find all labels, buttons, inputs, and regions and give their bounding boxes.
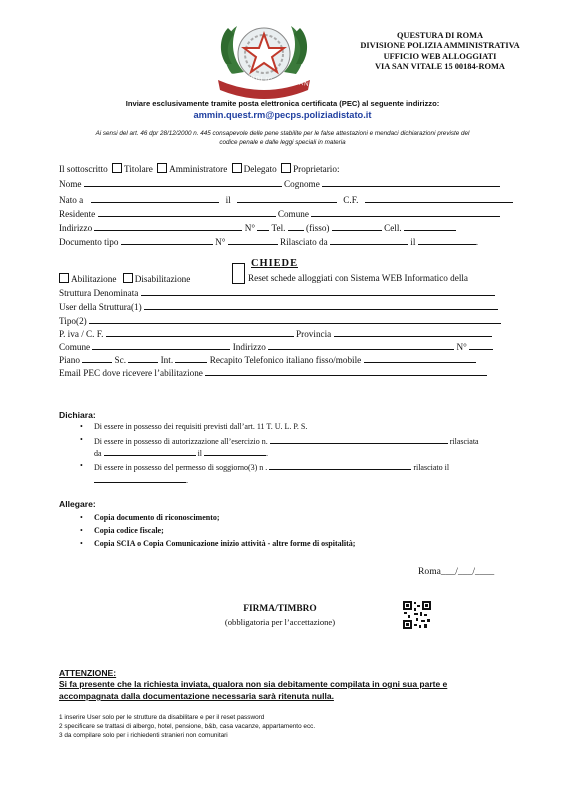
qr-code-icon — [402, 600, 432, 630]
titolare-checkbox[interactable] — [112, 163, 122, 173]
provincia-field[interactable] — [334, 327, 492, 337]
user-row — [59, 300, 498, 312]
cognome-label: Cognome — [284, 179, 320, 189]
struttura-indirizzo-label: Indirizzo — [232, 342, 266, 352]
document-il-label: il — [410, 237, 416, 247]
dichiara-item-1: Di essere in possesso dei requisiti previsti dall’art. 11 T. U. L. P. S. — [94, 422, 308, 431]
dichiara-heading: Dichiara: — [59, 410, 96, 420]
emblem-svg — [212, 14, 316, 100]
attention-title: ATTENZIONE: — [59, 668, 117, 678]
office-line-4: VIA SAN VITALE 15 00184-ROMA — [375, 62, 505, 72]
tel-label: Tel. — [271, 223, 286, 233]
item3-dot: . — [186, 476, 188, 485]
int-label: Int. — [160, 355, 174, 365]
rilasciato-da-label: Rilasciato da — [279, 237, 328, 247]
dichiara-item-2-line2 — [94, 447, 268, 458]
user-field[interactable] — [144, 300, 498, 310]
email-label: Email PEC dove ricevere l’abilitazione — [59, 368, 203, 378]
residente-label: Residente — [59, 209, 96, 219]
cf-field[interactable] — [365, 193, 513, 203]
reset-label: Reset schede alloggiati con Sistema WEB Informatico della — [248, 273, 469, 283]
tipo-label: Tipo(2) — [59, 316, 87, 326]
struttura-number-field[interactable] — [469, 340, 493, 350]
emblem-text: REPUBBLICA ITALIANA — [229, 73, 315, 89]
dichiara-bullet-3: • — [80, 461, 83, 470]
document-number-label: N° — [215, 237, 226, 247]
office-line-2: DIVISIONE POLIZIA AMMINISTRATIVA — [360, 41, 520, 51]
legal-line-2: codice penale e dalle leggi speciali in materia — [219, 139, 346, 146]
pec-address: ammin.quest.rm@pecps.poliziadistato.it — [193, 110, 372, 120]
footnote-1: 1 inserire User solo per le strutture da disabilitare e per il reset password — [59, 714, 265, 721]
piano-row — [59, 353, 476, 365]
allegare-item-3: Copia SCIA o Copia Comunicazione inizio attività - altre forme di ospitalità; — [94, 539, 356, 548]
sc-label: Sc. — [114, 355, 127, 365]
struttura-row — [59, 286, 495, 298]
permesso-number-field[interactable] — [269, 461, 411, 470]
cognome-field[interactable] — [322, 177, 500, 187]
struttura-address-row — [59, 340, 493, 352]
office-line-1: QUESTURA DI ROMA — [396, 31, 484, 40]
residente-field[interactable] — [98, 207, 276, 217]
address-row — [59, 221, 456, 233]
struttura-number-label: N° — [456, 342, 467, 352]
rilasciata-il-label: il — [197, 449, 203, 458]
legal-line-1: Ai sensi del art. 46 dpr 28/12/2000 n. 445 consapevole delle pene stabilite per le false attestazioni e mendaci dichiarazioni previste del — [95, 130, 470, 137]
rilasciata-label: rilasciata — [449, 437, 479, 446]
rilasciato-da-field[interactable] — [330, 235, 408, 245]
fisso-field[interactable] — [332, 221, 382, 231]
document-dot: . — [475, 237, 478, 247]
attention-line-1: Si fa presente che la richiesta inviata, qualora non sia debitamente compilata in ogni sua parte e — [59, 679, 448, 689]
dichiara-bullet-1: • — [80, 422, 83, 431]
residence-row — [59, 207, 500, 219]
allegare-bullet-1: • — [80, 513, 83, 522]
comune-label: Comune — [277, 209, 309, 219]
email-field[interactable] — [205, 366, 487, 376]
disabilitazione-label: Disabilitazione — [134, 274, 191, 284]
fisso-label: (fisso) — [306, 223, 330, 233]
allegare-heading: Allegare: — [59, 499, 96, 509]
footnote-3: 3 da compilare solo per i richiedenti stranieri non comunitari — [59, 732, 228, 739]
proprietario-checkbox[interactable] — [281, 163, 291, 173]
piva-label: P. iva / C. F. — [59, 329, 104, 339]
chiede-heading: CHIEDE — [251, 258, 298, 269]
documento-tipo-field[interactable] — [121, 235, 213, 245]
nato-a-field[interactable] — [91, 193, 219, 203]
permesso-label: Di essere in possesso del permesso di soggiorno(3) n . — [94, 463, 268, 472]
autorizzazione-number-field[interactable] — [270, 435, 448, 444]
abilitazione-label: Abilitazione — [71, 274, 117, 284]
il-label: il — [225, 195, 231, 205]
office-line-3: UFFICIO WEB ALLOGGIATI — [383, 51, 497, 61]
titolare-label: Titolare — [124, 164, 153, 174]
struttura-field[interactable] — [141, 286, 495, 296]
autorizzazione-label: Di essere in possesso di autorizzazione all’esercizio n. — [94, 437, 268, 446]
tipo-row — [59, 314, 501, 326]
emblem-logo — [212, 14, 316, 100]
document-date-field[interactable] — [418, 235, 476, 245]
amministratore-label: Amministratore — [169, 164, 228, 174]
dichiara-item-3-line2 — [94, 474, 188, 485]
sottoscritto-label: Il sottoscritto — [59, 164, 108, 174]
delegato-label: Delegato — [243, 164, 277, 174]
rilasciata-il-field[interactable] — [204, 447, 269, 458]
rilasciata-da-label: da — [94, 449, 102, 458]
allegare-item-1: Copia documento di riconoscimento; — [94, 513, 220, 522]
birth-date-field[interactable] — [237, 193, 337, 203]
struttura-comune-field[interactable] — [92, 340, 230, 350]
sc-field[interactable] — [128, 353, 158, 363]
indirizzo-label: Indirizzo — [59, 223, 93, 233]
nome-label: Nome — [59, 179, 82, 189]
reset-checkbox[interactable] — [232, 263, 245, 284]
item2-dot: . — [266, 449, 269, 458]
signature-subtitle: (obbligatoria per l’accettazione) — [224, 617, 336, 627]
delegato-checkbox[interactable] — [232, 163, 242, 173]
nato-a-label: Nato a — [59, 195, 84, 205]
tipo-field[interactable] — [89, 314, 501, 324]
disabilitazione-checkbox[interactable] — [123, 273, 133, 283]
documento-tipo-label: Documento tipo — [59, 237, 119, 247]
recapito-label: Recapito Telefonico italiano fisso/mobile — [209, 355, 362, 365]
int-field[interactable] — [175, 353, 207, 363]
dichiara-item-3-line1 — [94, 461, 449, 472]
office-header — [330, 31, 550, 73]
allegare-bullet-2: • — [80, 526, 83, 535]
email-row — [59, 366, 487, 378]
dichiara-bullet-2: • — [80, 435, 83, 444]
cell-field[interactable] — [404, 221, 456, 231]
document-number-field[interactable] — [228, 235, 278, 245]
civic-number-field[interactable] — [257, 221, 269, 231]
signature-title: FIRMA/TIMBRO — [243, 604, 317, 614]
rilasciata-da-field[interactable] — [104, 447, 196, 456]
request-type-row — [59, 273, 190, 284]
proprietario-label: Proprietario: — [293, 164, 340, 174]
attention-line-2: accompagnata dalla documentazione necessaria sarà ritenuta nulla. — [59, 691, 334, 701]
piva-field[interactable] — [106, 327, 294, 337]
pec-instruction: Inviare esclusivamente tramite posta elettronica certificata (PEC) al seguente indirizzo: — [125, 99, 440, 108]
piva-row — [59, 327, 492, 339]
amministratore-checkbox[interactable] — [157, 163, 167, 173]
civic-number-label: N° — [244, 223, 256, 233]
nome-field[interactable] — [84, 177, 282, 187]
date-place[interactable]: Roma___/___/____ — [418, 566, 495, 577]
recapito-field[interactable] — [364, 353, 476, 363]
footnote-2: 2 specificare se trattasi di albergo, hotel, pensione, b&b, casa vacanze, appartamento ecc. — [59, 723, 316, 730]
permesso-date-field[interactable] — [94, 474, 186, 483]
allegare-bullet-3: • — [80, 539, 83, 548]
piano-field[interactable] — [82, 353, 112, 363]
tel-field[interactable] — [288, 221, 304, 231]
cell-label: Cell. — [384, 223, 402, 233]
qr-code-svg — [402, 600, 432, 630]
cf-label: C.F. — [343, 195, 359, 205]
permesso-rilasciato-label: rilasciato il — [413, 463, 450, 472]
struttura-indirizzo-field[interactable] — [268, 340, 454, 350]
user-label: User della Struttura(1) — [59, 302, 142, 312]
abilitazione-checkbox[interactable] — [59, 273, 69, 283]
dichiara-item-2-line1 — [94, 435, 479, 446]
birth-row — [59, 193, 513, 205]
name-row — [59, 177, 500, 189]
allegare-item-2: Copia codice fiscale; — [94, 526, 164, 535]
provincia-label: Provincia — [296, 329, 332, 339]
role-row — [59, 163, 340, 174]
struttura-label: Struttura Denominata — [59, 288, 139, 298]
piano-label: Piano — [59, 355, 80, 365]
document-row — [59, 235, 478, 247]
indirizzo-field[interactable] — [94, 221, 242, 231]
struttura-comune-label: Comune — [59, 342, 91, 352]
comune-field[interactable] — [311, 207, 500, 217]
